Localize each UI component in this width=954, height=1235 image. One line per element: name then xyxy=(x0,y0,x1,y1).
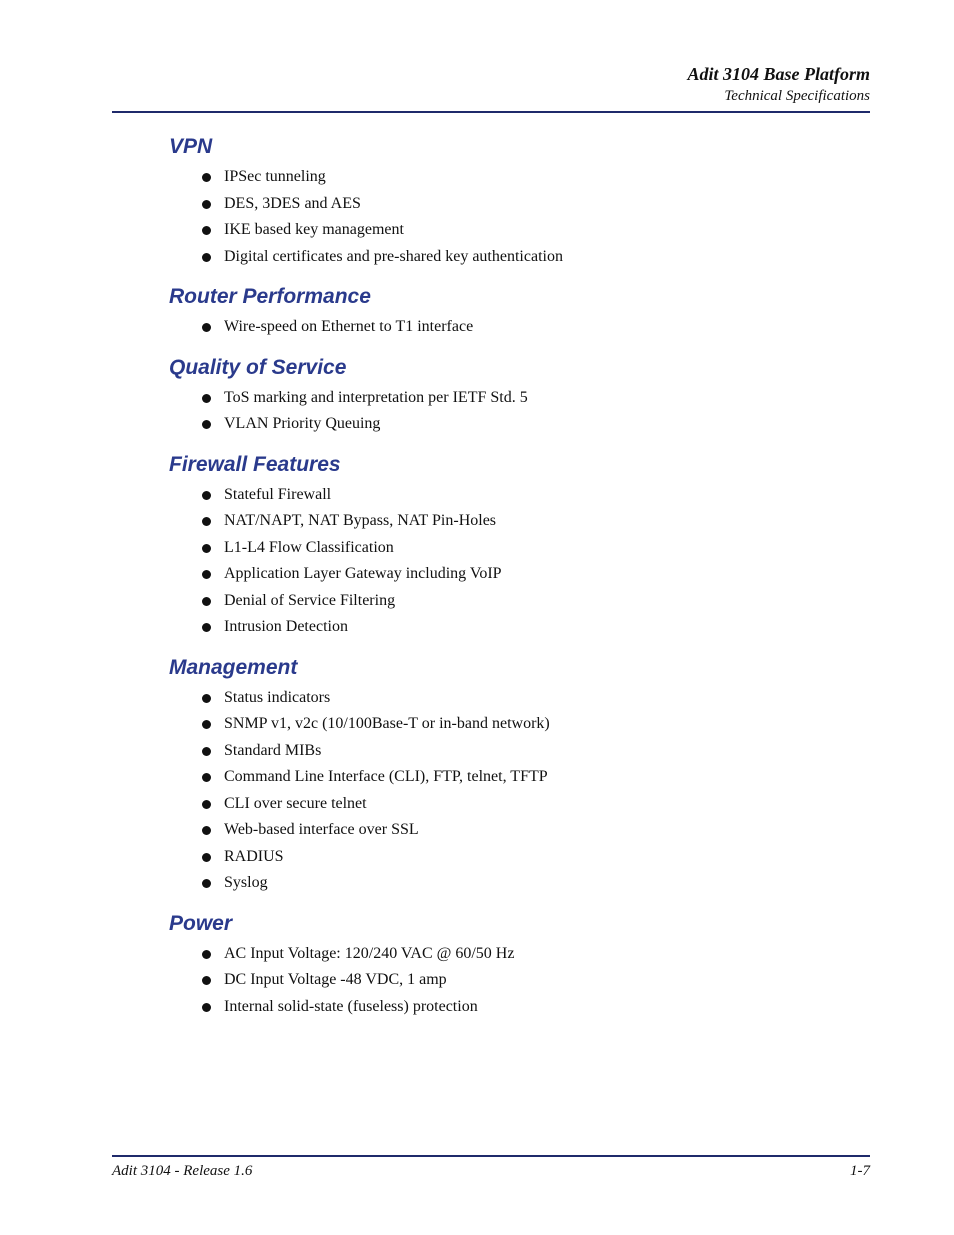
list-item xyxy=(169,482,859,509)
spec-section xyxy=(169,353,859,438)
bullet-dot-icon xyxy=(202,323,211,332)
section-heading: Management xyxy=(169,655,298,679)
list-item xyxy=(169,535,859,562)
spec-section xyxy=(169,450,859,641)
page-body xyxy=(169,132,859,1032)
bullet-dot-icon xyxy=(202,173,211,182)
spec-section xyxy=(169,909,859,1021)
list-item xyxy=(169,685,859,712)
list-item-text: Application Layer Gateway including VoIP xyxy=(224,565,502,582)
list-item xyxy=(169,217,859,244)
footer-divider xyxy=(112,1155,870,1157)
bullet-dot-icon xyxy=(202,597,211,606)
list-item-text: Command Line Interface (CLI), FTP, telnet, TFTP xyxy=(224,768,548,785)
list-item xyxy=(169,588,859,615)
list-item-text: L1-L4 Flow Classification xyxy=(224,538,394,556)
section-heading: Quality of Service xyxy=(169,355,347,379)
list-item xyxy=(169,711,859,738)
list-item-text: Web-based interface over SSL xyxy=(224,821,419,838)
list-item xyxy=(169,738,859,765)
bullet-dot-icon xyxy=(202,1003,211,1012)
section-heading: Firewall Features xyxy=(169,452,341,476)
bullet-dot-icon xyxy=(202,200,211,209)
bullet-dot-icon xyxy=(202,950,211,959)
section-heading: Power xyxy=(169,911,233,935)
list-item xyxy=(169,164,859,191)
bullet-dot-icon xyxy=(202,253,211,262)
bullet-list xyxy=(169,164,859,270)
bullet-dot-icon xyxy=(202,517,211,526)
bullet-list xyxy=(169,385,859,438)
bullet-dot-icon xyxy=(202,826,211,835)
list-item xyxy=(169,314,859,341)
bullet-dot-icon xyxy=(202,491,211,500)
bullet-dot-icon xyxy=(202,570,211,579)
list-item-text: Digital certificates and pre-shared key authentication xyxy=(224,247,563,265)
section-heading: Router Performance xyxy=(169,285,371,308)
list-item-text: IPSec tunneling xyxy=(224,168,326,185)
bullet-dot-icon xyxy=(202,694,211,703)
list-item-text: Wire-speed on Ethernet to T1 interface xyxy=(224,318,474,335)
bullet-dot-icon xyxy=(202,226,211,235)
list-item xyxy=(169,764,859,791)
bullet-dot-icon xyxy=(202,773,211,782)
list-item-text: CLI over secure telnet xyxy=(224,794,367,812)
list-item-text: DES, 3DES and AES xyxy=(224,194,361,212)
list-item xyxy=(169,614,859,641)
header-title: Adit 3104 Base Platform xyxy=(687,64,870,84)
list-item-text: ToS marking and interpretation per IETF Std. 5 xyxy=(224,388,528,406)
list-item-text: IKE based key management xyxy=(224,221,404,238)
bullet-list xyxy=(169,482,859,641)
list-item xyxy=(169,411,859,438)
list-item-text: AC Input Voltage: 120/240 VAC @ 60/50 Hz xyxy=(224,944,515,962)
list-item-text: Denial of Service Filtering xyxy=(224,591,396,609)
bullet-dot-icon xyxy=(202,747,211,756)
list-item-text: Intrusion Detection xyxy=(224,618,348,635)
bullet-list xyxy=(169,314,859,341)
bullet-dot-icon xyxy=(202,623,211,632)
bullet-dot-icon xyxy=(202,544,211,553)
bullet-list xyxy=(169,685,859,897)
bullet-dot-icon xyxy=(202,976,211,985)
header-divider xyxy=(112,111,870,113)
section-heading: VPN xyxy=(169,135,213,158)
list-item-text: RADIUS xyxy=(224,847,284,865)
spec-section xyxy=(169,653,859,897)
page-number: 1-7 xyxy=(850,1163,870,1179)
bullet-dot-icon xyxy=(202,420,211,429)
list-item-text: VLAN Priority Queuing xyxy=(224,415,381,432)
list-item xyxy=(169,817,859,844)
list-item-text: NAT/NAPT, NAT Bypass, NAT Pin-Holes xyxy=(224,512,497,529)
bullet-list xyxy=(169,941,859,1021)
bullet-dot-icon xyxy=(202,720,211,729)
header-subtitle: Technical Specifications xyxy=(724,88,870,104)
list-item xyxy=(169,941,859,968)
list-item-text: DC Input Voltage -48 VDC, 1 amp xyxy=(224,971,447,988)
list-item-text: Stateful Firewall xyxy=(224,485,332,503)
spec-section xyxy=(169,132,859,270)
list-item-text: SNMP v1, v2c (10/100Base-T or in-band network) xyxy=(224,715,550,732)
bullet-dot-icon xyxy=(202,879,211,888)
list-item xyxy=(169,844,859,871)
list-item xyxy=(169,967,859,994)
bullet-dot-icon xyxy=(202,853,211,862)
list-item xyxy=(169,870,859,897)
list-item xyxy=(169,385,859,412)
list-item-text: Status indicators xyxy=(224,688,331,706)
list-item xyxy=(169,791,859,818)
bullet-dot-icon xyxy=(202,394,211,403)
footer-release: Adit 3104 - Release 1.6 xyxy=(112,1163,253,1179)
list-item xyxy=(169,994,859,1021)
list-item-text: Standard MIBs xyxy=(224,741,322,759)
list-item-text: Internal solid-state (fuseless) protection xyxy=(224,997,478,1015)
spec-section xyxy=(169,282,859,341)
list-item xyxy=(169,244,859,271)
list-item xyxy=(169,508,859,535)
bullet-dot-icon xyxy=(202,800,211,809)
list-item-text: Syslog xyxy=(224,874,268,891)
list-item xyxy=(169,561,859,588)
running-header xyxy=(112,62,870,106)
list-item xyxy=(169,191,859,218)
